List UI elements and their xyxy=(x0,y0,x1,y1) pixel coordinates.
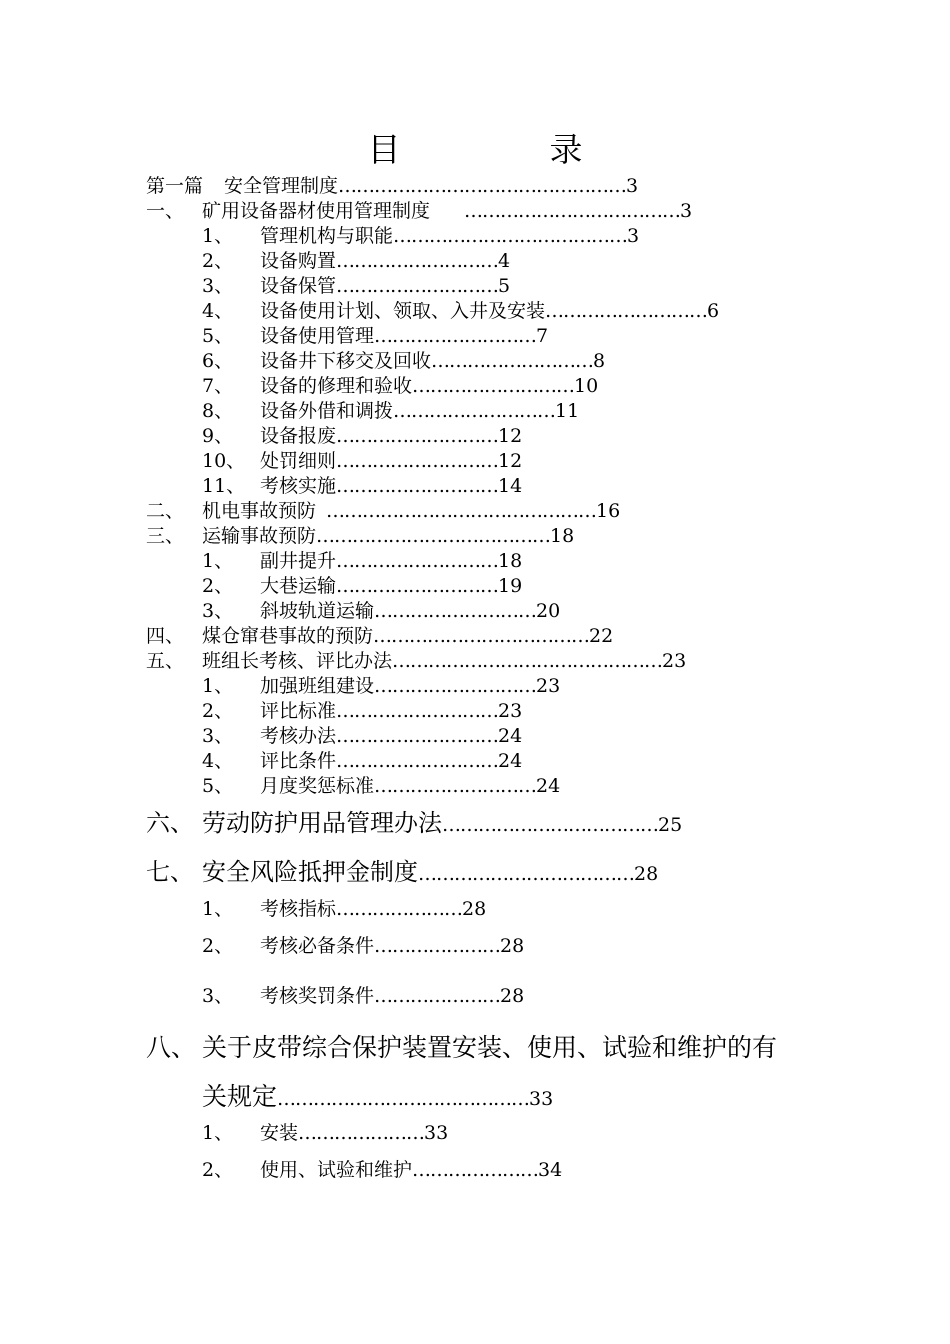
toc-line-label: 关于皮带综合保护装置安装、使用、试验和维护的有 xyxy=(202,1033,778,1062)
toc-line-page: 12 xyxy=(498,450,523,472)
toc-line-leader: …………………………………… xyxy=(277,1088,530,1110)
toc-line-number: 七、 xyxy=(146,858,194,886)
toc-line-section-6 xyxy=(146,811,682,835)
toc-line-page: 23 xyxy=(662,650,687,672)
toc-line-number: 三、 xyxy=(146,525,185,547)
toc-line-leader: ……………………………… xyxy=(464,200,681,222)
toc-line-page: 23 xyxy=(498,700,523,722)
toc-line-number: 3、 xyxy=(202,600,234,622)
toc-line-page: 33 xyxy=(424,1122,449,1144)
toc-line-leader: ……………………… xyxy=(336,475,499,497)
toc-line-leader: ………………………………… xyxy=(393,225,628,247)
toc-line-page: 23 xyxy=(536,675,561,697)
toc-line-label: 副井提升 xyxy=(260,550,337,572)
toc-line-item xyxy=(202,352,605,371)
toc-line-leader: ……………………… xyxy=(374,775,537,797)
toc-line-number: 八、 xyxy=(146,1033,197,1062)
toc-line-item xyxy=(202,752,522,771)
toc-line-page: 24 xyxy=(536,775,561,797)
toc-line-leader: ………………… xyxy=(374,935,501,957)
toc-line-leader: ……………………… xyxy=(374,325,537,347)
toc-line-label: 设备使用计划、领取、入井及安装 xyxy=(260,300,546,322)
toc-line-label: 劳动防护用品管理办法 xyxy=(202,809,442,837)
toc-line-label: 安装 xyxy=(260,1122,299,1144)
toc-line-label: 机电事故预防 xyxy=(202,500,317,522)
toc-line-leader: ………………………………………… xyxy=(338,175,627,197)
toc-line-leader: ……………………… xyxy=(336,450,499,472)
toc-line-number: 2、 xyxy=(202,935,234,957)
toc-line-number: 1、 xyxy=(202,550,234,572)
toc-line-number: 1、 xyxy=(202,898,234,920)
toc-line-leader: ……………………… xyxy=(336,250,499,272)
toc-line-number: 五、 xyxy=(146,650,185,672)
toc-line-item xyxy=(202,377,598,396)
toc-line-number: 11、 xyxy=(202,475,246,497)
toc-line-item xyxy=(202,577,522,596)
toc-line-item xyxy=(202,677,560,696)
toc-line-section-7 xyxy=(146,860,658,884)
toc-line-leader: ……………………… xyxy=(393,400,556,422)
toc-line-page: 18 xyxy=(550,525,575,547)
toc-line-number: 10、 xyxy=(202,450,246,472)
toc-line-number: 1、 xyxy=(202,225,234,247)
toc-line-page: 28 xyxy=(500,985,525,1007)
toc-line-number: 四、 xyxy=(146,625,185,647)
toc-line-leader: ……………………………………… xyxy=(326,500,597,522)
toc-line-label: 设备外借和调拨 xyxy=(260,400,394,422)
toc-line-number: 4、 xyxy=(202,750,234,772)
toc-line-leader: ……………………… xyxy=(336,275,499,297)
toc-line-label: 安全管理制度 xyxy=(224,175,339,197)
toc-line-number: 7、 xyxy=(202,375,234,397)
toc-line-number: 第一篇 xyxy=(146,175,204,197)
toc-line-label: 使用、试验和维护 xyxy=(260,1159,413,1181)
toc-line-item xyxy=(202,427,522,446)
toc-line-label: 矿用设备器材使用管理制度 xyxy=(202,200,431,222)
toc-line-number: 2、 xyxy=(202,575,234,597)
toc-line-number: 3、 xyxy=(202,275,234,297)
toc-line-item xyxy=(202,277,510,296)
toc-line-label: 设备保管 xyxy=(260,275,337,297)
toc-line-page: 28 xyxy=(500,935,525,957)
toc-line-item xyxy=(202,227,639,246)
toc-line-page: 25 xyxy=(658,814,683,836)
toc-line-page: 3 xyxy=(627,225,640,247)
toc-line-leader: ……………………………… xyxy=(373,625,590,647)
toc-line-item xyxy=(202,702,522,721)
toc-line-page: 33 xyxy=(529,1088,554,1110)
toc-line-leader: ………………… xyxy=(336,898,463,920)
toc-line-number: 4、 xyxy=(202,300,234,322)
toc-line-label: 管理机构与职能 xyxy=(260,225,394,247)
toc-line-page: 12 xyxy=(498,425,523,447)
toc-line-leader: ………………… xyxy=(412,1159,539,1181)
toc-line-label: 大巷运输 xyxy=(260,575,337,597)
toc-line-page: 14 xyxy=(498,475,523,497)
toc-line-item xyxy=(202,402,579,421)
toc-line-page: 20 xyxy=(536,600,561,622)
toc-line-label: 设备报废 xyxy=(260,425,337,447)
toc-line-label: 斜坡轨道运输 xyxy=(260,600,375,622)
toc-line-number: 6、 xyxy=(202,350,234,372)
toc-line-number: 2、 xyxy=(202,700,234,722)
toc-line-label: 考核实施 xyxy=(260,475,337,497)
toc-line-item xyxy=(202,477,522,496)
toc-line-label: 考核必备条件 xyxy=(260,935,375,957)
toc-line-number: 5、 xyxy=(202,775,234,797)
toc-line-page: 3 xyxy=(680,200,693,222)
toc-line-label: 关规定 xyxy=(202,1082,278,1111)
toc-line-leader: ………………………………… xyxy=(316,525,551,547)
toc-line-page: 22 xyxy=(589,625,614,647)
toc-line-section-1 xyxy=(146,202,692,221)
toc-line-page: 24 xyxy=(498,725,523,747)
toc-line-leader: ……………………… xyxy=(412,375,575,397)
toc-line-label: 月度奖惩标准 xyxy=(260,775,375,797)
toc-line-page: 28 xyxy=(634,863,659,885)
toc-line-label: 运输事故预防 xyxy=(202,525,317,547)
toc-line-label: 评比条件 xyxy=(260,750,337,772)
toc-line-leader: ……………………… xyxy=(336,425,499,447)
toc-line-number: 1、 xyxy=(202,1122,234,1144)
toc-line-section-8 xyxy=(146,1035,777,1060)
toc-line-item xyxy=(202,987,524,1006)
toc-line-page: 18 xyxy=(498,550,523,572)
toc-line-number: 9、 xyxy=(202,425,234,447)
toc-line-label: 考核办法 xyxy=(260,725,337,747)
toc-line-label: 考核指标 xyxy=(260,898,337,920)
toc-line-section-3 xyxy=(146,527,574,546)
toc-line-leader: ……………………… xyxy=(336,575,499,597)
toc-line-page: 19 xyxy=(498,575,523,597)
toc-line-leader: ……………………………… xyxy=(418,863,634,885)
toc-line-number: 5、 xyxy=(202,325,234,347)
toc-line-item xyxy=(202,602,560,621)
toc-line-section-8-continued xyxy=(202,1084,553,1109)
toc-line-label: 煤仓窜巷事故的预防 xyxy=(202,625,374,647)
toc-line-item xyxy=(202,327,548,346)
toc-line-label: 设备井下移交及回收 xyxy=(260,350,432,372)
toc-line-part-1 xyxy=(146,177,638,196)
toc-line-label: 设备购置 xyxy=(260,250,337,272)
toc-line-leader: ……………………… xyxy=(336,750,499,772)
toc-line-page: 5 xyxy=(498,275,511,297)
toc-line-section-4 xyxy=(146,627,613,646)
toc-line-leader: ……………………………………… xyxy=(392,650,663,672)
toc-line-leader: ……………………………… xyxy=(442,814,658,836)
toc-line-number: 2、 xyxy=(202,250,234,272)
toc-line-number: 3、 xyxy=(202,725,234,747)
toc-line-leader: ……………………… xyxy=(336,550,499,572)
toc-line-item xyxy=(202,937,524,956)
toc-line-item xyxy=(202,1124,448,1143)
toc-line-number: 3、 xyxy=(202,985,234,1007)
toc-line-page: 11 xyxy=(555,400,580,422)
toc-line-label: 班组长考核、评比办法 xyxy=(202,650,393,672)
toc-line-page: 7 xyxy=(536,325,549,347)
toc-line-label: 评比标准 xyxy=(260,700,337,722)
toc-line-label: 处罚细则 xyxy=(260,450,337,472)
toc-line-item xyxy=(202,727,522,746)
toc-line-page: 34 xyxy=(538,1159,563,1181)
toc-line-item xyxy=(202,1161,562,1180)
toc-line-page: 8 xyxy=(593,350,606,372)
toc-line-item xyxy=(202,302,719,321)
toc-line-leader: ……………………… xyxy=(431,350,594,372)
toc-line-item xyxy=(202,900,486,919)
toc-line-leader: ……………………… xyxy=(374,675,537,697)
toc-line-leader: ……………………… xyxy=(374,600,537,622)
toc-line-label: 安全风险抵押金制度 xyxy=(202,858,418,886)
toc-line-number: 二、 xyxy=(146,500,185,522)
toc-line-page: 24 xyxy=(498,750,523,772)
toc-line-page: 6 xyxy=(707,300,720,322)
toc-line-leader: ………………… xyxy=(298,1122,425,1144)
toc-line-section-2 xyxy=(146,502,620,521)
toc-line-number: 1、 xyxy=(202,675,234,697)
toc-line-item xyxy=(202,452,522,471)
toc-line-number: 一、 xyxy=(146,200,185,222)
toc-line-leader: ………………… xyxy=(374,985,501,1007)
toc-line-item xyxy=(202,552,522,571)
toc-line-page: 28 xyxy=(462,898,487,920)
toc-line-number: 2、 xyxy=(202,1159,234,1181)
toc-line-number: 六、 xyxy=(146,809,194,837)
toc-line-section-5 xyxy=(146,652,686,671)
toc-line-page: 16 xyxy=(596,500,621,522)
toc-title: 目 录 xyxy=(367,130,641,169)
toc-line-page: 3 xyxy=(626,175,639,197)
toc-line-item xyxy=(202,777,560,796)
toc-line-label: 设备的修理和验收 xyxy=(260,375,413,397)
toc-line-label: 加强班组建设 xyxy=(260,675,375,697)
toc-line-leader: ……………………… xyxy=(336,725,499,747)
toc-line-leader: ……………………… xyxy=(336,700,499,722)
toc-line-page: 4 xyxy=(498,250,511,272)
toc-line-number: 8、 xyxy=(202,400,234,422)
toc-line-label: 设备使用管理 xyxy=(260,325,375,347)
toc-line-leader: ……………………… xyxy=(545,300,708,322)
toc-line-page: 10 xyxy=(574,375,599,397)
toc-line-item xyxy=(202,252,510,271)
toc-line-label: 考核奖罚条件 xyxy=(260,985,375,1007)
